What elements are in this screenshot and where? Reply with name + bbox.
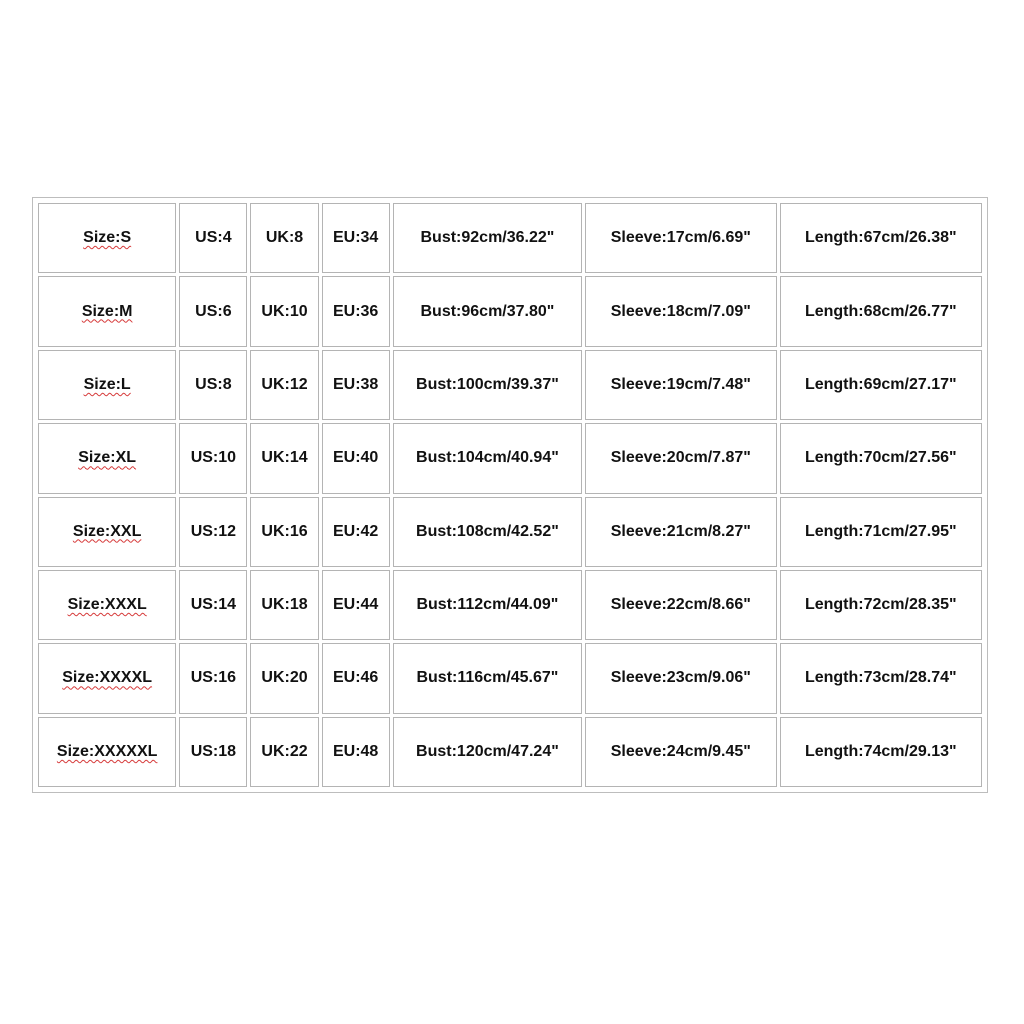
size-cell xyxy=(38,570,176,640)
table-row xyxy=(38,643,982,713)
table-row xyxy=(38,717,982,787)
length-cell: Length:67cm/26.38" xyxy=(780,203,982,273)
us-size-cell: US:18 xyxy=(179,717,247,787)
bust-cell: Bust:120cm/47.24" xyxy=(393,717,582,787)
length-cell: Length:73cm/28.74" xyxy=(780,643,982,713)
us-size-cell: US:10 xyxy=(179,423,247,493)
table-row xyxy=(38,497,982,567)
bust-cell: Bust:96cm/37.80" xyxy=(393,276,582,346)
uk-size-cell: UK:20 xyxy=(250,643,318,713)
size-cell xyxy=(38,276,176,346)
sleeve-cell: Sleeve:21cm/8.27" xyxy=(585,497,776,567)
us-size-cell: US:14 xyxy=(179,570,247,640)
sleeve-cell: Sleeve:24cm/9.45" xyxy=(585,717,776,787)
sleeve-cell: Sleeve:19cm/7.48" xyxy=(585,350,776,420)
size-label: Size:XL xyxy=(78,449,137,467)
sleeve-cell: Sleeve:17cm/6.69" xyxy=(585,203,776,273)
length-cell: Length:69cm/27.17" xyxy=(780,350,982,420)
size-table xyxy=(35,200,985,790)
size-cell xyxy=(38,717,176,787)
uk-size-cell: UK:16 xyxy=(250,497,318,567)
eu-size-cell: EU:34 xyxy=(322,203,390,273)
size-label: Size:XXL xyxy=(72,522,142,540)
length-cell: Length:72cm/28.35" xyxy=(780,570,982,640)
bust-cell: Bust:112cm/44.09" xyxy=(393,570,582,640)
eu-size-cell: EU:46 xyxy=(322,643,390,713)
us-size-cell: US:16 xyxy=(179,643,247,713)
us-size-cell: US:4 xyxy=(179,203,247,273)
us-size-cell: US:8 xyxy=(179,350,247,420)
size-cell xyxy=(38,643,176,713)
size-cell xyxy=(38,423,176,493)
sleeve-cell: Sleeve:23cm/9.06" xyxy=(585,643,776,713)
bust-cell: Bust:100cm/39.37" xyxy=(393,350,582,420)
table-row xyxy=(38,570,982,640)
table-row xyxy=(38,276,982,346)
size-cell xyxy=(38,350,176,420)
eu-size-cell: EU:44 xyxy=(322,570,390,640)
length-cell: Length:74cm/29.13" xyxy=(780,717,982,787)
size-label: Size:XXXL xyxy=(67,596,147,614)
us-size-cell: US:12 xyxy=(179,497,247,567)
bust-cell: Bust:92cm/36.22" xyxy=(393,203,582,273)
size-cell xyxy=(38,203,176,273)
table-row xyxy=(38,423,982,493)
eu-size-cell: EU:42 xyxy=(322,497,390,567)
uk-size-cell: UK:12 xyxy=(250,350,318,420)
us-size-cell: US:6 xyxy=(179,276,247,346)
uk-size-cell: UK:8 xyxy=(250,203,318,273)
eu-size-cell: EU:48 xyxy=(322,717,390,787)
size-label: Size:L xyxy=(83,375,131,393)
sleeve-cell: Sleeve:22cm/8.66" xyxy=(585,570,776,640)
eu-size-cell: EU:36 xyxy=(322,276,390,346)
eu-size-cell: EU:38 xyxy=(322,350,390,420)
length-cell: Length:70cm/27.56" xyxy=(780,423,982,493)
bust-cell: Bust:108cm/42.52" xyxy=(393,497,582,567)
sleeve-cell: Sleeve:18cm/7.09" xyxy=(585,276,776,346)
size-label: Size:XXXXXL xyxy=(56,742,158,760)
uk-size-cell: UK:18 xyxy=(250,570,318,640)
bust-cell: Bust:104cm/40.94" xyxy=(393,423,582,493)
size-label: Size:S xyxy=(83,229,132,247)
length-cell: Length:71cm/27.95" xyxy=(780,497,982,567)
uk-size-cell: UK:14 xyxy=(250,423,318,493)
table-row xyxy=(38,203,982,273)
uk-size-cell: UK:10 xyxy=(250,276,318,346)
length-cell: Length:68cm/26.77" xyxy=(780,276,982,346)
size-label: Size:XXXXL xyxy=(62,669,153,687)
size-cell xyxy=(38,497,176,567)
sleeve-cell: Sleeve:20cm/7.87" xyxy=(585,423,776,493)
table-row xyxy=(38,350,982,420)
size-chart xyxy=(32,197,988,793)
size-label: Size:M xyxy=(81,302,133,320)
eu-size-cell: EU:40 xyxy=(322,423,390,493)
bust-cell: Bust:116cm/45.67" xyxy=(393,643,582,713)
uk-size-cell: UK:22 xyxy=(250,717,318,787)
